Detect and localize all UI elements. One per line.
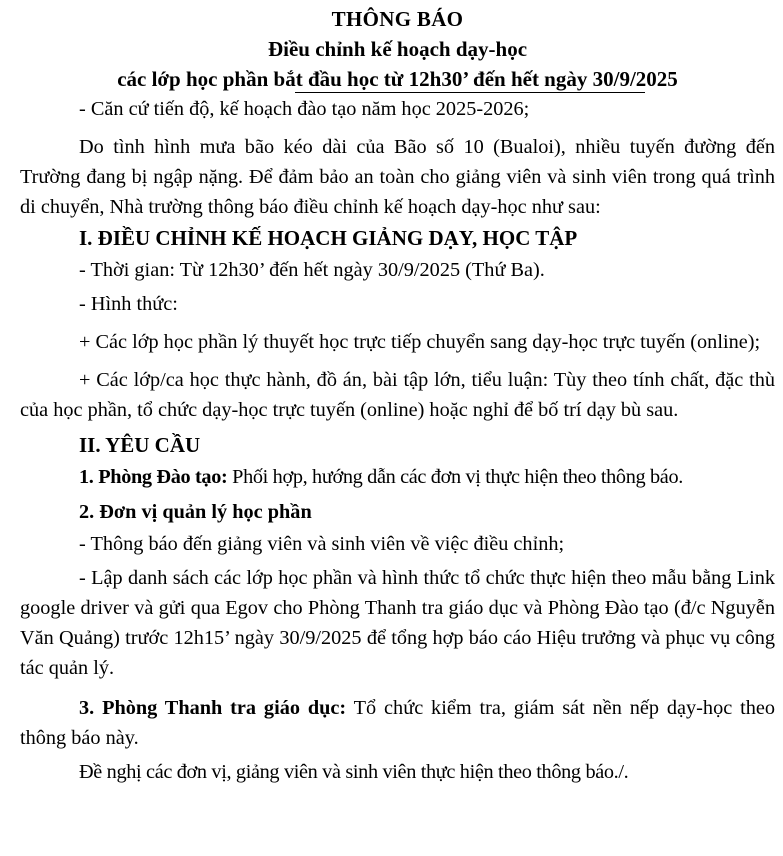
closing-line: Đề nghị các đơn vị, giảng viên và sinh viên thực hiện theo thông báo./. xyxy=(79,761,629,783)
section1-item2: + Các lớp/ca học thực hành, đồ án, bài tập lớn, tiểu luận: Tùy theo tính chất, đặc thù của học phần, tổ chức dạy-học trực tuyến (online) hoặc nghỉ để bố trí dạy bù sau. xyxy=(20,369,775,421)
document-title: THÔNG BÁO xyxy=(331,7,464,31)
intro-paragraph: Do tình hình mưa bão kéo dài của Bão số 10 (Bualoi), nhiều tuyến đường đến Trường đang bị ngập nặng. Để đảm bảo an toàn cho giảng viên và sinh viên trong quá trình di chuyển, Nhà trường thông báo điều chỉnh kế hoạch dạy-học như sau: xyxy=(20,136,775,218)
section1-item1: + Các lớp học phần lý thuyết học trực tiếp chuyển sang dạy-học trực tuyến (online); xyxy=(79,331,761,353)
unit3-text: Tổ chức kiểm tra, giám sát nền nếp dạy-học theo thông báo này. xyxy=(20,697,776,749)
basis-line: - Căn cứ tiến độ, kế hoạch đào tạo năm học 2025-2026; xyxy=(79,98,530,120)
unit1-label: 1. Phòng Đào tạo: xyxy=(79,466,228,488)
unit3-paragraph xyxy=(20,693,775,753)
document-subtitle-line2-text: các lớp học phần bắt đầu học từ 12h30’ đến hết ngày 30/9/2025 xyxy=(117,67,678,91)
document-page xyxy=(20,4,775,787)
unit1-text: Phối hợp, hướng dẫn các đơn vị thực hiện theo thông báo. xyxy=(227,466,683,488)
unit2-heading: 2. Đơn vị quản lý học phần xyxy=(79,501,312,523)
unit1-paragraph xyxy=(20,462,775,492)
section1-heading: I. ĐIỀU CHỈNH KẾ HOẠCH GIẢNG DẠY, HỌC TẬP xyxy=(79,226,578,250)
document-subtitle-line1: Điều chỉnh kế hoạch dạy-học xyxy=(267,37,528,61)
document-subtitle-line2-wrap xyxy=(20,64,775,94)
unit3-label: 3. Phòng Thanh tra giáo dục: xyxy=(79,697,347,719)
section1-form: - Hình thức: xyxy=(79,293,178,315)
subtitle-underline xyxy=(295,92,645,93)
unit2-item1: - Thông báo đến giảng viên và sinh viên về việc điều chỉnh; xyxy=(79,533,565,555)
document-subtitle-line2 xyxy=(117,64,678,94)
section2-heading: II. YÊU CẦU xyxy=(79,433,201,457)
unit2-item2: - Lập danh sách các lớp học phần và hình thức tổ chức thực hiện theo mẫu bằng Link google driver và gửi qua Egov cho Phòng Thanh tra giáo dục và Phòng Đào tạo (đ/c Nguyễn Văn Quảng) trước 12h15’ ngày 30/9/2025 để tổng hợp báo cáo Hiệu trưởng và phục vụ công tác quản lý. xyxy=(20,567,775,679)
section1-time: - Thời gian: Từ 12h30’ đến hết ngày 30/9/2025 (Thứ Ba). xyxy=(79,259,545,281)
